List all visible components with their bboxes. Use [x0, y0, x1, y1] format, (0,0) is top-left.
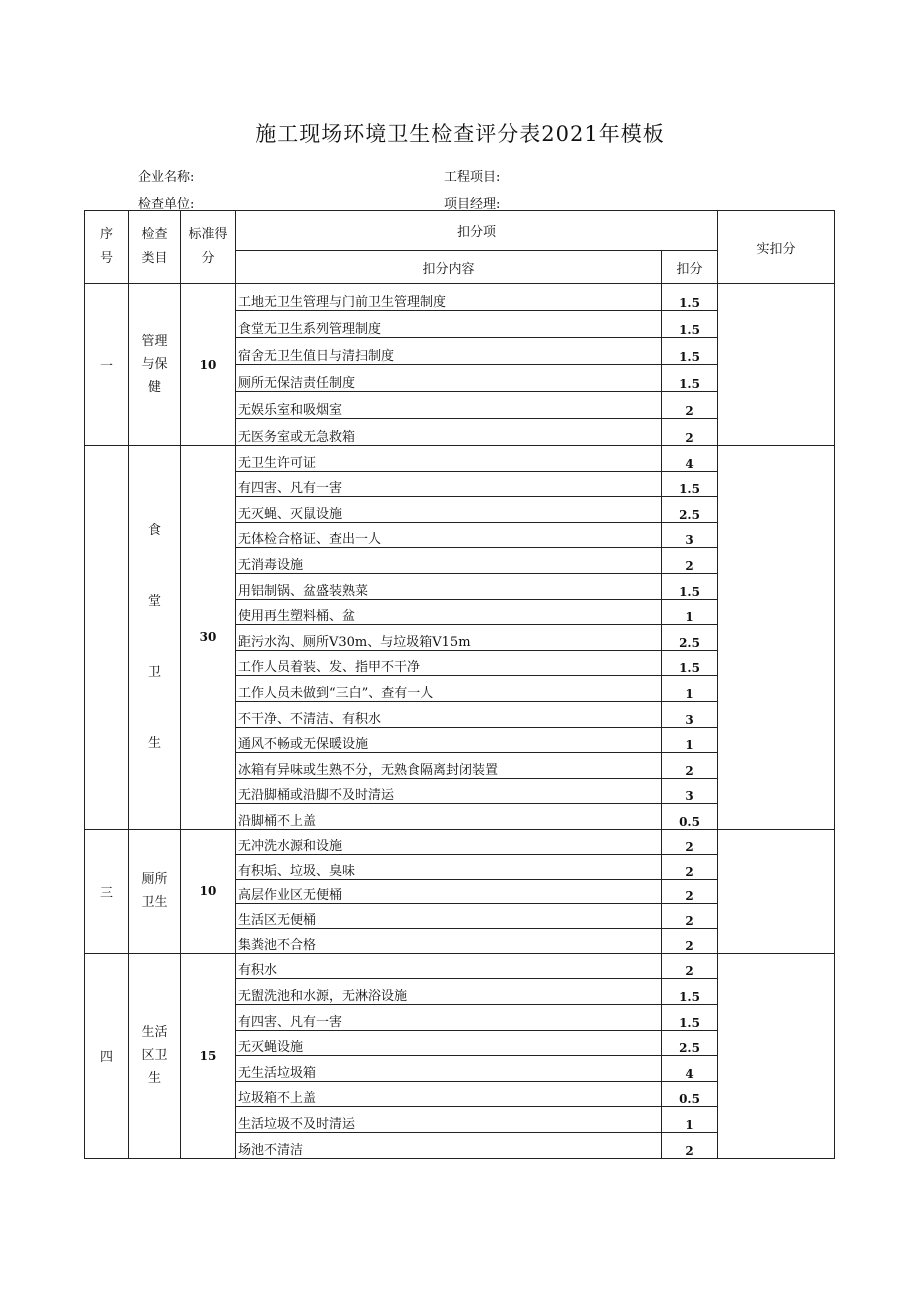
- project-label: 工程项目:: [444, 170, 501, 185]
- deduction-points: 2: [662, 392, 718, 419]
- section-category: 食堂卫生: [129, 446, 181, 830]
- deduction-points: 1.5: [662, 471, 718, 497]
- deduction-item: 冰箱有异味或生熟不分，无熟食隔离封闭装置: [236, 753, 662, 779]
- table-row: [85, 953, 835, 979]
- deduction-item: 有积垢、垃圾、臭味: [236, 854, 662, 879]
- deduction-points: 0.5: [662, 804, 718, 830]
- deduction-points: 3: [662, 522, 718, 548]
- deduction-points: 2: [662, 953, 718, 979]
- header-seq: 序号: [85, 211, 129, 284]
- actual-deduction-cell[interactable]: [718, 953, 835, 1158]
- section-standard-score: 10: [181, 284, 236, 446]
- page-title: 施工现场环境卫生检查评分表2021年模板: [255, 122, 665, 146]
- deduction-points: 2: [662, 904, 718, 929]
- deduction-points: 1: [662, 599, 718, 625]
- deduction-item: 无盥洗池和水源，无淋浴设施: [236, 979, 662, 1005]
- header-actual: 实扣分: [718, 211, 835, 284]
- section-standard-score: 10: [181, 829, 236, 953]
- section-seq: [85, 446, 129, 830]
- deduction-item: 垃圾箱不上盖: [236, 1081, 662, 1107]
- deduction-points: 2: [662, 548, 718, 574]
- deduction-item: 宿舍无卫生值日与清扫制度: [236, 338, 662, 365]
- deduction-item: 通风不畅或无保暖设施: [236, 727, 662, 753]
- deduction-points: 1: [662, 676, 718, 702]
- deduction-item: 有四害、凡有一害: [236, 1005, 662, 1031]
- deduction-item: 工地无卫生管理与门前卫生管理制度: [236, 284, 662, 311]
- actual-deduction-cell[interactable]: [718, 829, 835, 953]
- deduction-item: 不干净、不清洁、有积水: [236, 701, 662, 727]
- table-row: [85, 829, 835, 854]
- inspector-label: 检查单位:: [138, 197, 195, 212]
- deduction-points: 1.5: [662, 1005, 718, 1031]
- section-seq: 三: [85, 829, 129, 953]
- deduction-item: 距污水沟、厕所V30m、与垃圾箱V15m: [236, 625, 662, 651]
- deduction-points: 1.5: [662, 650, 718, 676]
- deduction-points: 1.5: [662, 573, 718, 599]
- table-row: [85, 446, 835, 472]
- deduction-points: 3: [662, 701, 718, 727]
- header-standard: 标准得分: [181, 211, 236, 284]
- deduction-item: 无灭蝇设施: [236, 1030, 662, 1056]
- deduction-item: 厕所无保洁责任制度: [236, 365, 662, 392]
- deduction-points: 4: [662, 1056, 718, 1082]
- deduction-item: 无娱乐室和吸烟室: [236, 392, 662, 419]
- deduction-item: 无生活垃圾箱: [236, 1056, 662, 1082]
- deduction-item: 工作人员未做到“三白”、查有一人: [236, 676, 662, 702]
- deduction-item: 无卫生许可证: [236, 446, 662, 472]
- deduction-points: 1.5: [662, 979, 718, 1005]
- deduction-points: 2: [662, 854, 718, 879]
- manager-label: 项目经理:: [444, 197, 501, 212]
- deduction-item: 食堂无卫生系列管理制度: [236, 311, 662, 338]
- deduction-points: 2: [662, 929, 718, 954]
- score-table: [84, 210, 835, 1159]
- deduction-item: 无冲洗水源和设施: [236, 829, 662, 854]
- deduction-points: 4: [662, 446, 718, 472]
- deduction-points: 1: [662, 727, 718, 753]
- table-row: [85, 284, 835, 311]
- section-standard-score: 30: [181, 446, 236, 830]
- deduction-item: 高层作业区无便桶: [236, 879, 662, 904]
- deduction-item: 场池不清洁: [236, 1133, 662, 1159]
- actual-deduction-cell[interactable]: [718, 284, 835, 446]
- deduction-points: 2.5: [662, 1030, 718, 1056]
- header-content: 扣分内容: [236, 251, 662, 284]
- header-category: 检查类目: [129, 211, 181, 284]
- section-category: 厕所卫生: [129, 829, 181, 953]
- deduction-item: 无灭蝇、灭鼠设施: [236, 497, 662, 523]
- deduction-points: 1.5: [662, 338, 718, 365]
- section-standard-score: 15: [181, 953, 236, 1158]
- company-label: 企业名称:: [138, 170, 195, 185]
- section-seq: 一: [85, 284, 129, 446]
- deduction-points: 1.5: [662, 284, 718, 311]
- deduction-item: 用铝制锅、盆盛装熟菜: [236, 573, 662, 599]
- deduction-points: 2: [662, 1133, 718, 1159]
- deduction-points: 2.5: [662, 497, 718, 523]
- section-category: 管理与保健: [129, 284, 181, 446]
- header-deduction-items: 扣分项: [236, 211, 718, 251]
- deduction-item: 生活区无便桶: [236, 904, 662, 929]
- deduction-points: 2: [662, 879, 718, 904]
- deduction-points: 2.5: [662, 625, 718, 651]
- deduction-points: 0.5: [662, 1081, 718, 1107]
- section-seq: 四: [85, 953, 129, 1158]
- section-category: 生活区卫生: [129, 953, 181, 1158]
- deduction-item: 沿脚桶不上盖: [236, 804, 662, 830]
- deduction-item: 无医务室或无急救箱: [236, 419, 662, 446]
- header-points: 扣分: [662, 251, 718, 284]
- deduction-points: 1: [662, 1107, 718, 1133]
- deduction-item: 使用再生塑料桶、盆: [236, 599, 662, 625]
- deduction-points: 2: [662, 753, 718, 779]
- deduction-points: 1.5: [662, 311, 718, 338]
- deduction-item: 无沿脚桶或沿脚不及时清运: [236, 778, 662, 804]
- deduction-item: 集粪池不合格: [236, 929, 662, 954]
- deduction-item: 有四害、凡有一害: [236, 471, 662, 497]
- actual-deduction-cell[interactable]: [718, 446, 835, 830]
- deduction-item: 工作人员着装、发、指甲不干净: [236, 650, 662, 676]
- deduction-item: 无消毒设施: [236, 548, 662, 574]
- deduction-item: 有积水: [236, 953, 662, 979]
- deduction-points: 2: [662, 829, 718, 854]
- deduction-points: 1.5: [662, 365, 718, 392]
- deduction-points: 2: [662, 419, 718, 446]
- deduction-item: 生活垃圾不及时清运: [236, 1107, 662, 1133]
- deduction-points: 3: [662, 778, 718, 804]
- deduction-item: 无体检合格证、查出一人: [236, 522, 662, 548]
